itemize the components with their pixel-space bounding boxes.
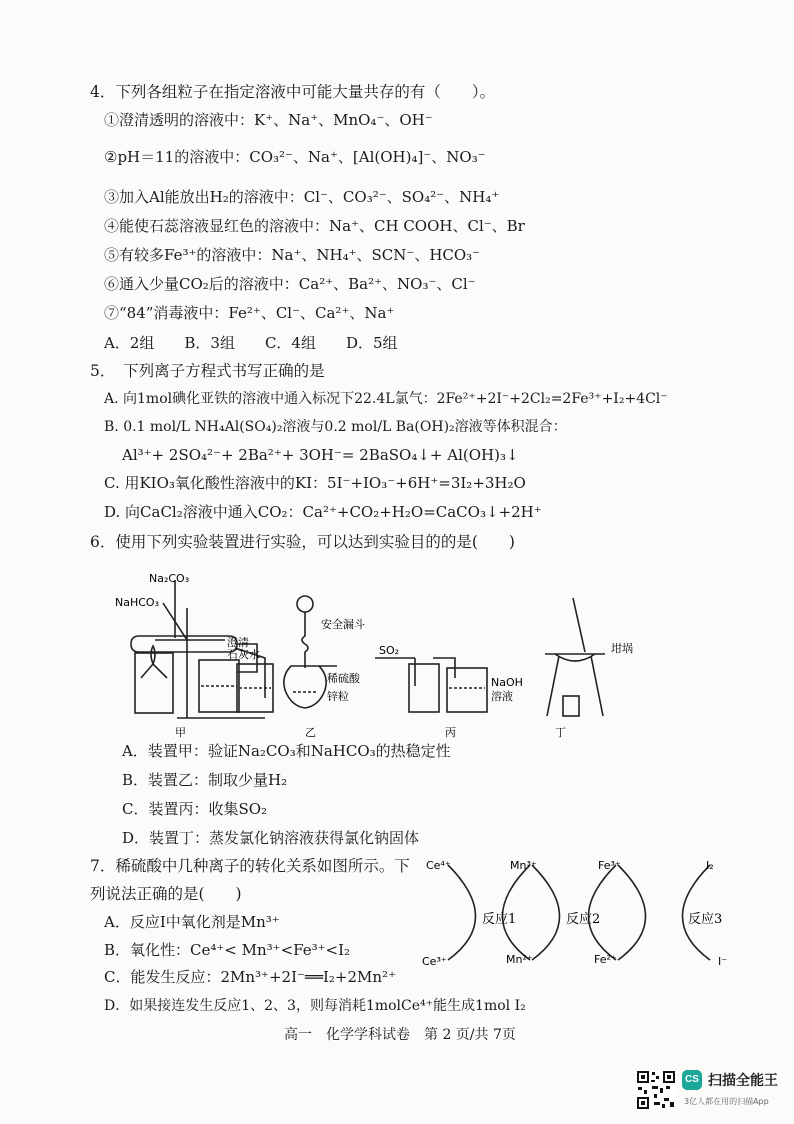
label-reaction2: 反应2 [566,912,601,927]
label-naoh-1: NaOH [491,676,523,689]
q6-stem: 6．使用下列实验装置进行实验，可以达到实验目的的是( ) [90,533,515,551]
q5-option-d: D. 向CaCl₂溶液中通入CO₂：Ca²⁺+CO₂+H₂O=CaCO₃↓+2H⁺ [104,503,542,521]
glass-rod [573,598,585,652]
reaction2-left-arc [532,865,560,960]
qr-code-icon [636,1070,676,1110]
q6-option-a: A．装置甲：验证Na₂CO₃和NaHCO₃的热稳定性 [122,742,451,760]
label-jia: 甲 [175,726,186,739]
q4-stem: 4．下列各组粒子在指定溶液中可能大量共存的有（ ）。 [90,83,496,101]
cs-logo-icon: CS [682,1070,702,1090]
label-so2: SO₂ [379,644,400,657]
reaction1-left-arc [448,865,476,960]
scanner-brand [682,1068,790,1114]
brand-title: 扫描全能王 [708,1073,778,1089]
label-bing: 丙 [445,726,456,739]
label-zinc: 锌粒 [327,690,349,703]
label-safety-funnel: 安全漏斗 [321,618,365,631]
q4-item-5: ⑤有较多Fe³⁺的溶液中：Na⁺、NH₄⁺、SCN⁻、HCO₃⁻ [104,246,481,264]
outer-tube [131,636,237,652]
label-yi: 乙 [305,726,316,739]
q6-option-b: B．装置乙：制取少量H₂ [122,771,288,789]
q7-stem-line1: 7．稀硫酸中几种离子的转化关系如图所示。下 [90,857,410,875]
reaction3-left-arc [618,865,646,960]
q5-option-b-equation: Al³⁺+ 2SO₄²⁻+ 2Ba²⁺+ 3OH⁻= 2BaSO₄↓+ Al(OH)₃↓ [122,446,519,464]
q7-option-c: C．能发生反应：2Mn³⁺+2I⁻══I₂+2Mn²⁺ [104,968,396,986]
gas-bottle [409,664,439,712]
q6-option-d: D．装置丁：蒸发氯化钠溶液获得氯化钠固体 [122,829,420,847]
label-mn3: Mn³⁺ [510,859,537,872]
label-nahco3: NaHCO₃ [115,596,159,609]
q6-option-c: C．装置丙：收集SO₂ [122,800,268,818]
q4-options: A．2组 B．3组 C．4组 D．5组 [104,334,398,352]
q7-option-d: D．如果接连发生反应1、2、3，则每消耗1molCe⁴⁺能生成1mol I₂ [104,998,526,1014]
page-footer: 高一 化学学科试卷 第 2 页/共 7页 [284,1027,516,1043]
flask [284,666,326,708]
q4-item-1: ①澄清透明的溶液中：K⁺、Na⁺、MnO₄⁻、OH⁻ [104,111,433,129]
label-naoh-2: 溶液 [491,690,513,703]
safety-funnel-bulb [297,596,313,612]
label-ce4: Ce⁴⁺ [426,859,451,872]
q5-option-b: B. 0.1 mol/L NH₄Al(SO₄)₂溶液与0.2 mol/L Ba(OH)₂溶液等体积混合： [104,419,567,435]
q7-reaction-diagram [420,855,750,970]
lamp [563,696,579,716]
label-fe3: Fe³⁺ [598,859,621,872]
label-ding: 丁 [555,726,566,739]
label-mn2: Mn²⁺ [506,953,533,966]
q4-item-2: ②pH＝11的溶液中：CO₃²⁻、Na⁺、[Al(OH)₄]⁻、NO₃⁻ [104,148,486,166]
q5-option-c: C. 用KIO₃氧化酸性溶液中的KI：5I⁻+IO₃⁻+6H⁺=3I₂+3H₂O [104,474,526,492]
naoh-beaker [447,668,487,712]
brand-subtitle: 3亿人都在用的扫描App [684,1097,769,1106]
tripod-legs [547,656,603,716]
label-crucible: 坩埚 [611,642,633,655]
crucible [555,654,595,661]
q6-apparatus-figure [115,568,755,740]
label-i2: I₂ [706,859,714,872]
label-limewater-2: 石灰水 [227,648,260,661]
q7-option-b: B．氧化性：Ce⁴⁺< Mn³⁺<Fe³⁺<I₂ [104,941,351,959]
q5-stem: 5． 下列离子方程式书写正确的是 [90,362,325,380]
q5-option-a: A. 向1mol碘化亚铁的溶液中通入标况下22.4L氯气：2Fe²⁺+2I⁻+2Cl₂=2Fe³⁺+I₂+4Cl⁻ [104,391,668,407]
q4-item-7: ⑦“84”消毒液中：Fe²⁺、Cl⁻、Ca²⁺、Na⁺ [104,304,395,322]
flame [151,646,155,664]
label-fe2: Fe²⁺ [594,953,617,966]
q4-item-6: ⑥通入少量CO₂后的溶液中：Ca²⁺、Ba²⁺、NO₃⁻、Cl⁻ [104,275,476,293]
label-ce3: Ce³⁺ [422,955,447,968]
label-iminus: I⁻ [718,955,728,968]
alcohol-lamp [141,664,167,678]
label-reaction1: 反应1 [482,912,517,927]
label-limewater-1: 澄清 [227,636,249,649]
q4-item-3: ③加入Al能放出H₂的溶液中：Cl⁻、CO₃²⁻、SO₄²⁻、NH₄⁺ [104,188,500,206]
label-reaction3: 反应3 [688,912,723,927]
label-dilute-sulfuric-acid: 稀硫酸 [327,672,360,685]
q4-item-4: ④能使石蕊溶液显红色的溶液中：Na⁺、CH COOH、Cl⁻、Br [104,217,525,235]
q7-option-a: A．反应Ⅰ中氧化剂是Mn³⁺ [104,913,280,931]
label-na2co3: Na₂CO₃ [149,572,190,585]
q7-stem-line2: 列说法正确的是( ) [90,885,242,903]
